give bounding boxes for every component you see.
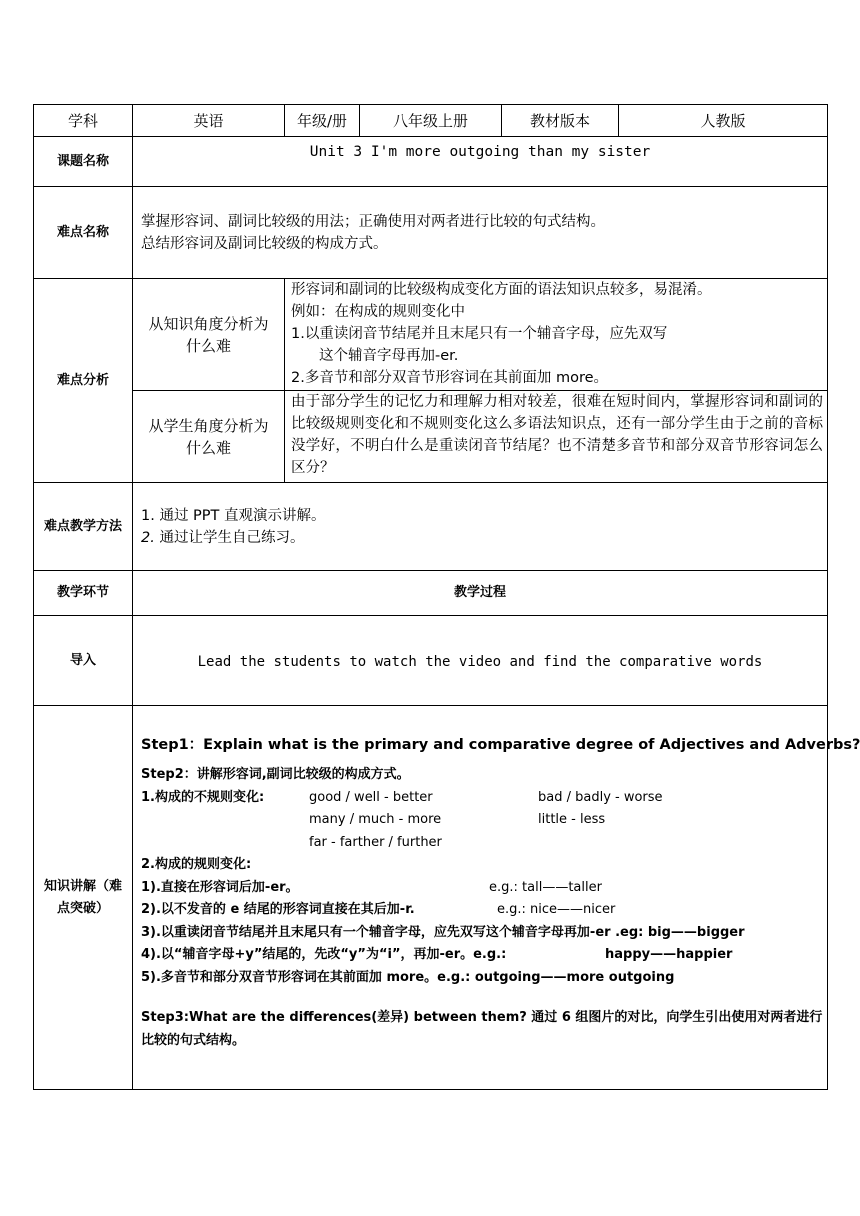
- process-value: 教学过程: [133, 571, 828, 616]
- intro-row: [34, 616, 828, 706]
- irregular-title: 1.构成的不规则变化:: [141, 789, 265, 805]
- knowledge-analysis-row: [34, 279, 828, 391]
- method-item-1: [141, 505, 821, 527]
- rule-4-eg: happy——happier: [605, 947, 733, 962]
- irregular-line-3: [141, 832, 823, 855]
- step1: Step1：Explain what is the primary and comparative degree of Adjectives and Adverbs?: [141, 737, 860, 753]
- irregular-line-1: [141, 787, 823, 810]
- rule-1: [141, 877, 823, 900]
- analysis-label: 难点分析: [34, 279, 133, 483]
- grade-value: 八年级上册: [360, 105, 502, 137]
- difficulty-label: 难点名称: [34, 187, 133, 279]
- header-row: [34, 105, 828, 137]
- knowledge-line-5: 2.多音节和部分双音节形容词在其前面加 more。: [291, 370, 609, 386]
- edition-value: 人教版: [619, 105, 828, 137]
- irregular-line-2: [141, 809, 823, 832]
- step2: Step2：讲解形容词,副词比较级的构成方式。: [141, 767, 410, 782]
- subject-label: 学科: [34, 105, 133, 137]
- rule-4-text: 4).以“辅音字母+y”结尾的，先改“y”为“i”，再加-er。e.g.:: [141, 947, 507, 962]
- grade-label: 年级/册: [285, 105, 360, 137]
- rule-2-text: 2).以不发音的 e 结尾的形容词直接在其后加-r.: [141, 902, 415, 917]
- knowledge-label: 知识讲解（难点突破）: [34, 706, 133, 1090]
- knowledge-line-2: 例如：在构成的规则变化中: [291, 304, 465, 320]
- irregular-1a: good / well - better: [309, 789, 433, 805]
- topic-row: [34, 137, 828, 187]
- step3: Step3:What are the differences(差异) between them? 通过 6 组图片的对比，向学生引出使用对两者进行比较的句式结构。: [141, 1010, 823, 1048]
- method-num-1: 1.: [141, 507, 155, 524]
- difficulty-line-1: 掌握形容词、副词比较级的用法；正确使用对两者进行比较的句式结构。: [141, 213, 605, 230]
- rule-2-eg: e.g.: nice——nicer: [497, 902, 616, 917]
- method-label: 难点教学方法: [34, 483, 133, 571]
- irregular-3a: far - farther / further: [309, 834, 442, 850]
- method-text-1: 通过 PPT 直观演示讲解。: [159, 507, 326, 524]
- difficulty-row: [34, 187, 828, 279]
- rule-1-text: 1).直接在形容词后加-er。: [141, 879, 299, 895]
- lesson-plan-table: [33, 104, 860, 1090]
- topic-label: 课题名称: [34, 137, 133, 187]
- topic-value: Unit 3 I'm more outgoing than my sister: [309, 144, 651, 160]
- rule-3: 3).以重读闭音节结尾并且末尾只有一个辅音字母，应先双写这个辅音字母再加-er .eg: big——bigger: [141, 924, 745, 940]
- knowledge-row: [34, 706, 828, 1090]
- rule-1-eg: e.g.: tall——taller: [489, 879, 602, 895]
- student-text: 由于部分学生的记忆力和理解力相对较差，很难在短时间内，掌握形容词和副词的比较级规则变化和不规则变化这么多语法知识点，还有一部分学生由于之前的音标没学好，不明白什么是重读闭音节结尾？也不清楚多音节和部分双音节形容词怎么区分？: [291, 394, 823, 476]
- rule-4: [141, 944, 823, 967]
- method-item-2: [141, 527, 821, 549]
- method-num-2: 2.: [141, 529, 155, 546]
- intro-label: 导入: [34, 616, 133, 706]
- method-row: [34, 483, 828, 571]
- edition-label: 教材版本: [502, 105, 619, 137]
- difficulty-line-2: 总结形容词及副词比较级的构成方式。: [141, 235, 388, 252]
- regular-title: 2.构成的规则变化:: [141, 857, 252, 872]
- student-analysis-row: [34, 391, 828, 483]
- knowledge-line-4: 这个辅音字母再加-er.: [319, 348, 459, 364]
- rule-5: 5).多音节和部分双音节形容词在其前面加 more。e.g.: outgoing——more outgoing: [141, 969, 675, 985]
- process-row: [34, 571, 828, 616]
- student-angle-label: 从学生角度分析为什么难: [133, 391, 285, 483]
- knowledge-line-1: 形容词和副词的比较级构成变化方面的语法知识点较多，易混淆。: [291, 282, 712, 298]
- process-label: 教学环节: [34, 571, 133, 616]
- irregular-2b: little - less: [538, 812, 606, 827]
- rule-2: [141, 899, 823, 922]
- method-text-2: 通过让学生自己练习。: [159, 529, 305, 546]
- intro-text: Lead the students to watch the video and find the comparative words: [197, 654, 763, 670]
- irregular-1b: bad / badly - worse: [538, 789, 663, 805]
- knowledge-angle-label: 从知识角度分析为什么难: [133, 279, 285, 391]
- irregular-2a: many / much - more: [309, 812, 442, 827]
- knowledge-line-3: 1.以重读闭音节结尾并且末尾只有一个辅音字母，应先双写: [291, 326, 668, 342]
- subject-value: 英语: [133, 105, 285, 137]
